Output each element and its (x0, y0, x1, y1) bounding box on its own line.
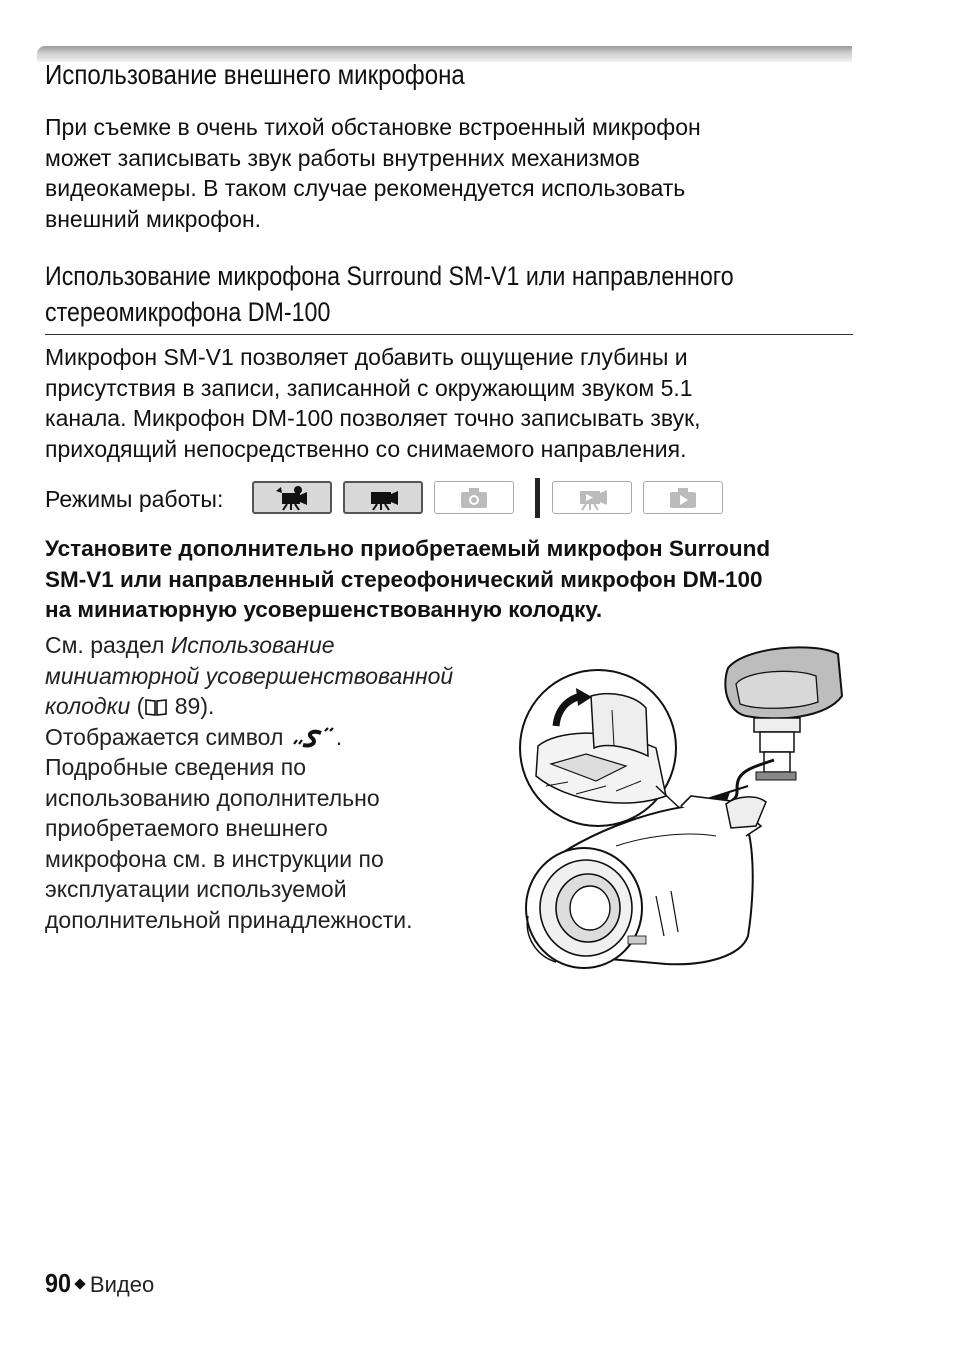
instruction-line: на миниатюрную усовершенствованную колодку. (45, 597, 603, 622)
external-microphone (725, 647, 842, 780)
section-name: Видео (89, 1272, 155, 1297)
mode-auto-movie (252, 481, 332, 514)
mode-photo-playback (643, 481, 723, 514)
section-heading-line: стереомикрофона DM-100 (45, 297, 331, 327)
symbol-prefix: Отображается символ (45, 723, 290, 750)
details-line (45, 630, 453, 661)
details-line: приобретаемого внешнего (45, 815, 328, 841)
intro-line: При съемке в очень тихой обстановке встроенный микрофон (45, 114, 701, 140)
page-title: Использование внешнего микрофона (45, 59, 465, 90)
mode-separator (535, 478, 540, 518)
mode-movie-playback (552, 481, 632, 514)
details-line: Подробные сведения по (45, 754, 307, 780)
shoe-cover-detail-circle (520, 670, 676, 826)
microphone-installation-illustration (516, 636, 846, 976)
details-line (45, 722, 453, 753)
section-heading (45, 258, 734, 330)
book-icon (144, 698, 168, 717)
reference-page: 89). (168, 693, 215, 719)
manual-movie-icon (365, 485, 401, 511)
intro-line: может записывать звук работы внутренних механизмов (45, 144, 640, 171)
details-line: использованию дополнительно (45, 784, 380, 811)
page-footer (45, 1268, 154, 1299)
instruction-line: SM-V1 или направленный стереофонический микрофон DM-100 (45, 566, 763, 592)
details-line: дополнительной принадлежности. (45, 906, 413, 933)
description-line: присутствия в записи, записанной с окружающим звуком 5.1 (45, 374, 693, 401)
ref-open: ( (130, 693, 145, 719)
symbol-suffix: . (335, 723, 343, 750)
see-prefix: См. раздел (45, 632, 171, 658)
section-divider (45, 334, 853, 335)
instruction-step (45, 534, 770, 626)
movie-playback-icon (574, 485, 610, 511)
description-line: Микрофон SM-V1 позволяет добавить ощущение глубины и (45, 344, 688, 370)
auto-movie-icon (274, 485, 310, 511)
details-line (45, 691, 453, 722)
photo-playback-icon (665, 485, 701, 511)
description-line: приходящий непосредственно со снимаемого направления. (45, 435, 687, 462)
details-line: эксплуатации используемой (45, 876, 347, 902)
surround-sound-icon (290, 727, 336, 749)
cross-reference-title: Использование (170, 632, 335, 658)
modes-label: Режимы работы: (45, 486, 224, 512)
cross-reference-title: колодки (45, 693, 131, 719)
cross-reference-title: миниатюрной усовершенствованной (45, 662, 454, 689)
camcorder (526, 796, 766, 968)
intro-line: внешний микрофон. (45, 205, 262, 232)
details-line: микрофона см. в инструкции по (45, 845, 384, 872)
instruction-line: Установите дополнительно приобретаемый микрофон Surround (45, 536, 771, 561)
photo-camera-icon (456, 485, 492, 511)
mode-manual-movie (343, 481, 423, 514)
section-heading-line: Использование микрофона Surround SM-V1 или направленного (45, 261, 734, 291)
description-line: канала. Микрофон DM-100 позволяет точно записывать звук, (45, 405, 701, 431)
details-text (45, 630, 453, 935)
diamond-bullet-icon (74, 1278, 85, 1289)
intro-line: видеокамеры. В таком случае рекомендуется использовать (45, 175, 686, 201)
page-number: 90 (45, 1268, 72, 1298)
mode-photo (434, 481, 514, 514)
